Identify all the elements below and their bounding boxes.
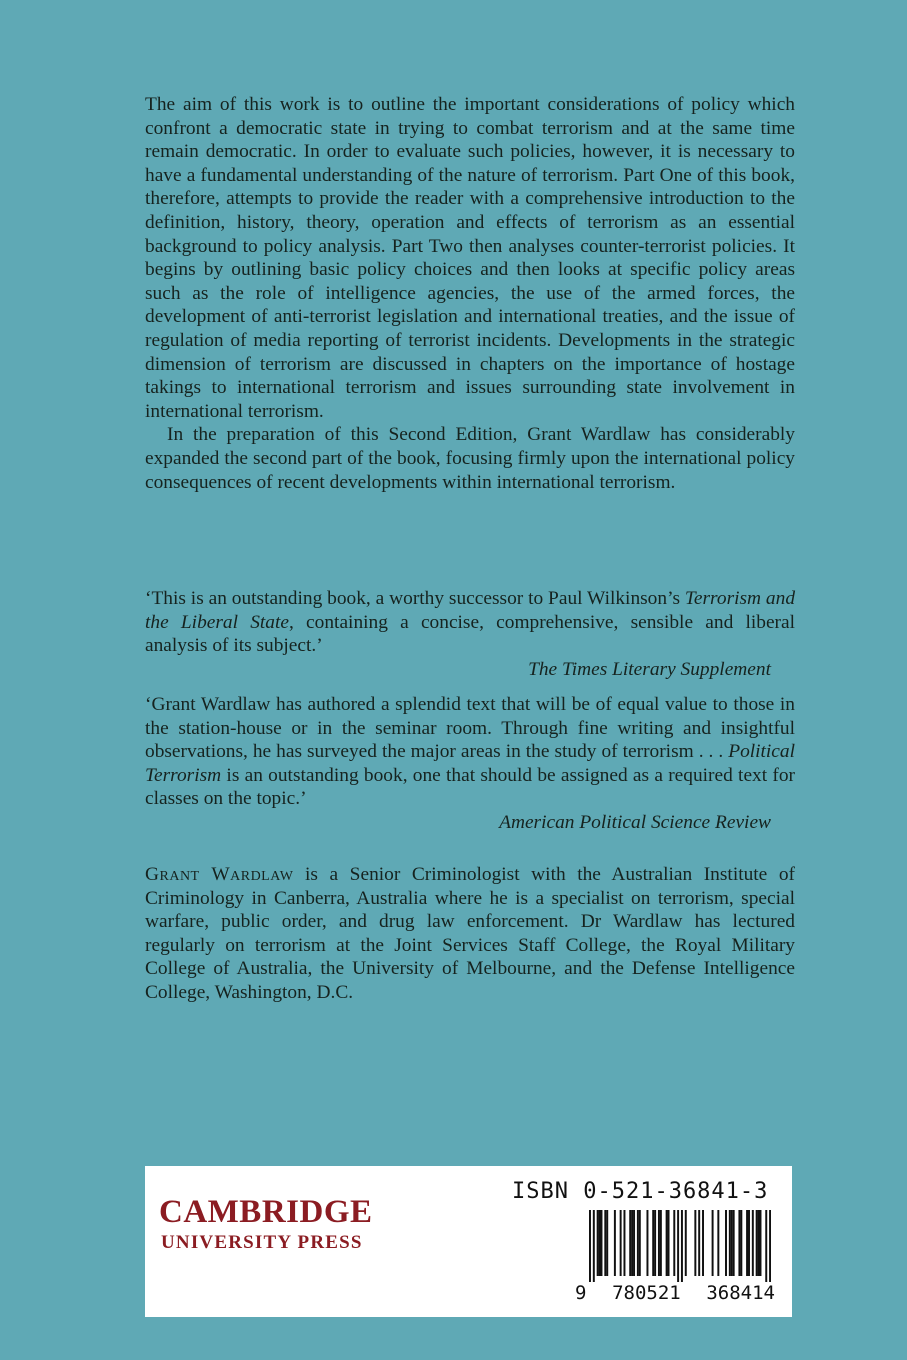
- barcode-bar: [712, 1210, 714, 1276]
- review-1-quote-start: ‘This is an outstanding book, a worthy successor to Paul Wilkinson’s: [145, 588, 685, 609]
- author-bio: [145, 863, 795, 1005]
- barcode-bar: [600, 1210, 602, 1276]
- barcode-bar: [731, 1210, 733, 1276]
- barcode-bar: [685, 1210, 687, 1276]
- barcode-bar: [765, 1210, 767, 1282]
- blurb-paragraph-2: In the preparation of this Second Edition, Grant Wardlaw has considerably expanded the second part of the book, focusing firmly upon the international policy consequences of recent developments within international terrorism.: [145, 424, 795, 493]
- barcode-bar: [673, 1210, 675, 1276]
- barcode-bar: [725, 1210, 727, 1276]
- barcode-bar: [694, 1210, 696, 1276]
- publisher-name: CAMBRIDGE: [159, 1194, 373, 1230]
- barcode-bar: [639, 1210, 641, 1276]
- barcode-bar: [702, 1210, 704, 1276]
- review-2: [145, 693, 795, 835]
- review-2-quote-title: Political Terrorism: [145, 741, 795, 786]
- publisher-subtitle: UNIVERSITY PRESS: [161, 1232, 363, 1253]
- barcode-bar: [614, 1210, 616, 1276]
- review-2-quote: [145, 693, 795, 811]
- review-1-quote-end: , containing a concise, comprehensive, sensible and liberal analysis of its subject.’: [145, 611, 796, 657]
- barcode-bar: [631, 1210, 633, 1276]
- barcode-bar: [637, 1210, 639, 1276]
- barcode-digit-group-2: 368414: [706, 1282, 775, 1304]
- blurb-section: [145, 93, 795, 494]
- review-1-source: The Times Literary Supplement: [528, 658, 771, 680]
- barcode-bar: [717, 1210, 719, 1276]
- review-1: [145, 587, 795, 681]
- barcode-bar: [677, 1210, 679, 1282]
- barcode-bar: [589, 1210, 591, 1282]
- review-2-source: American Political Science Review: [499, 811, 771, 833]
- barcode-bar: [746, 1210, 748, 1276]
- publisher-logo: [159, 1196, 373, 1252]
- barcode-bar: [620, 1210, 622, 1276]
- barcode-bar: [729, 1210, 731, 1276]
- barcode-image: [589, 1210, 771, 1282]
- barcode-bar: [599, 1210, 601, 1276]
- barcode-bar: [769, 1210, 771, 1282]
- review-1-quote: [145, 587, 795, 658]
- barcode-bar: [646, 1210, 648, 1276]
- review-2-quote-end: is an outstanding book, one that should be assigned as a required text for classes on the topic.’: [145, 764, 795, 810]
- barcode-bar: [756, 1210, 758, 1276]
- barcode-bar: [597, 1210, 599, 1276]
- barcode-bar: [698, 1210, 700, 1276]
- barcode-bar: [668, 1210, 670, 1276]
- barcode-bar: [758, 1210, 760, 1276]
- barcode-bar: [652, 1210, 654, 1276]
- barcode-digits: [575, 1282, 775, 1304]
- author-bio-body: is a Senior Criminologist with the Australian Institute of Criminology in Canberra, Australia where he is a specialist on terrorism, special warfare, public order, and drug law enforcement. Dr Wardlaw has lectured regularly on terrorism at the Joint Services Staff College, the Royal Military College of Australia, the University of Melbourne, and the Defense Intelligence College, Washington, D.C.: [145, 864, 795, 1003]
- author-name: Grant Wardlaw: [145, 864, 294, 885]
- barcode-bar: [760, 1210, 762, 1276]
- barcode-leading-digit: 9: [575, 1282, 587, 1304]
- barcode-bar: [748, 1210, 750, 1276]
- barcode-bar: [740, 1210, 742, 1276]
- isbn-label: ISBN 0-521-36841-3: [512, 1179, 769, 1204]
- barcode-bar: [752, 1210, 754, 1276]
- barcode-bar: [593, 1210, 595, 1282]
- review-1-quote-title: Terrorism and the Liberal State: [145, 588, 796, 633]
- barcode-bar: [660, 1210, 662, 1276]
- blurb-paragraph-1: The aim of this work is to outline the important considerations of policy which confront a democratic state in trying to combat terrorism and at the same time remain democratic. In order to evaluate such policies, however, it is necessary to have a fundamental understanding of the nature of terrorism. Part One of this book, therefore, attempts to provide the reader with a comprehensive introduction to the definition, history, theory, operation and effects of terrorism as an essential background to policy analysis. Part Two then analyses counter-terrorist policies. It begins by outlining basic policy choices and then looks at specific policy areas such as the role of intelligence agencies, the use of the armed forces, the development of anti-terrorist legislation and international treaties, and the issue of regulation of media reporting of terrorist incidents. Developments in the strategic dimension of terrorism are discussed in chapters on the importance of hostage takings to international terrorism and issues surrounding state involvement in international terrorism.: [145, 94, 795, 422]
- barcode-bar: [623, 1210, 625, 1276]
- barcode-digit-group-1: 780521: [612, 1282, 681, 1304]
- review-2-quote-start: ‘Grant Wardlaw has authored a splendid text that will be of equal value to those in the station-house or in the seminar room. Through fine writing and insightful observations, he has surveyed the major areas in the study of terrorism . . .: [145, 694, 795, 763]
- barcode-bar: [604, 1210, 606, 1276]
- barcode-bar: [681, 1210, 683, 1282]
- barcode-bar: [666, 1210, 668, 1276]
- barcode-bar: [658, 1210, 660, 1276]
- barcode-bar: [738, 1210, 740, 1276]
- author-bio-text: [145, 863, 795, 1005]
- barcode-panel: [145, 1166, 792, 1317]
- barcode-bar: [633, 1210, 635, 1276]
- barcode-bar: [654, 1210, 656, 1276]
- barcode-bar: [629, 1210, 631, 1276]
- barcode-bar: [733, 1210, 735, 1276]
- barcode-bar: [606, 1210, 608, 1276]
